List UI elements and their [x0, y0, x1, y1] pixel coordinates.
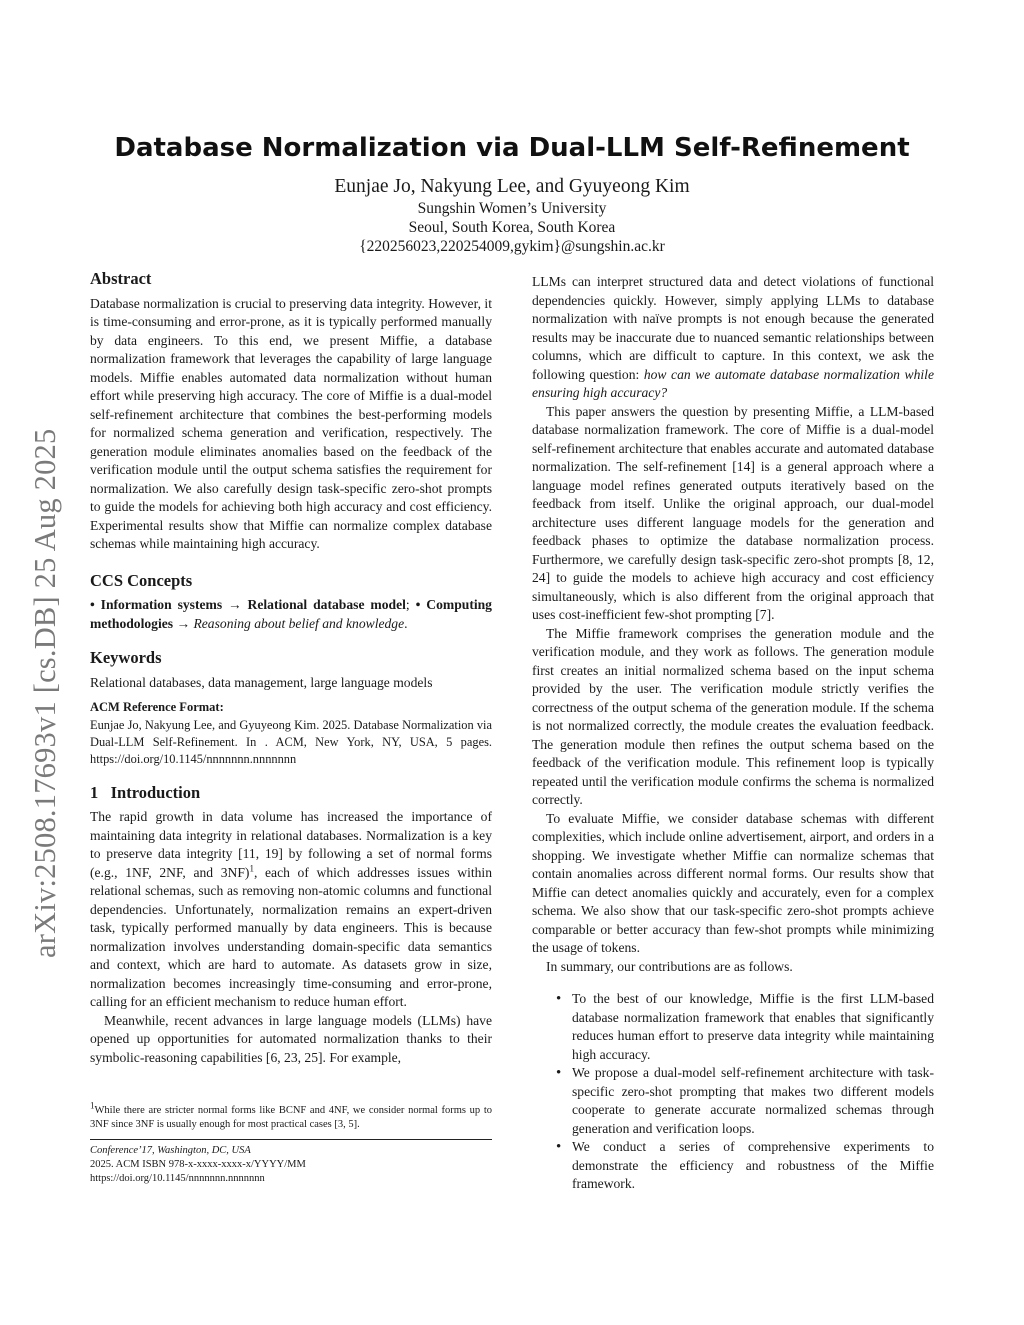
intro-paragraph-1: [90, 808, 492, 1012]
footnote-rule: [90, 1139, 492, 1140]
affiliation: Sungshin Women’s University: [417, 200, 607, 217]
acm-ref-text: Eunjae Jo, Nakyung Lee, and Gyuyeong Kim. 2025. Database Normalization via Dual-LLM Self-Refinement. In . ACM, New York, NY, USA, 5 pages. https://doi.org/10.1145/nnnnnnn.nnnnnnn: [90, 717, 492, 766]
keywords-heading: Keywords: [90, 648, 162, 667]
ccs-concept-1b: Relational database model: [247, 597, 406, 612]
right-paragraph-4: To evaluate Miffie, we consider database schemas with different complexities, which include online advertisement, airport, and orders in a shopping. We investigate whether Miffie can normalize schemas that contain anomalies across different normal forms. Our results show that Miffie can detect anomalies quickly and accurately, even for a complex schema. We also show that our task-specific zero-shot prompts achieve comparable or better accuracy than few-shot prompts while minimizing the usage of tokens.: [532, 810, 934, 955]
research-question: how can we automate database normalization while ensuring high accuracy?: [532, 366, 934, 400]
period: .: [404, 615, 408, 631]
right-column: [532, 273, 934, 1194]
arrow: →: [173, 615, 194, 631]
abstract-heading: Abstract: [90, 269, 152, 288]
doi-line: https://doi.org/10.1145/nnnnnnn.nnnnnnn: [90, 1173, 265, 1184]
email: {220256023,220254009,gykim}@sungshin.ac.kr: [359, 238, 665, 255]
footnote-mark: 1: [90, 1100, 95, 1111]
ccs-concept-1: • Information systems: [90, 597, 223, 612]
ccs-concepts: [90, 596, 492, 633]
footnote: [90, 1100, 492, 1132]
footnote-text: While there are stricter normal forms like BCNF and 4NF, we consider normal forms up to 3NF since 3NF is usually enough for most practical cases [3, 5].: [90, 1105, 492, 1130]
location: Seoul, South Korea, South Korea: [408, 219, 616, 236]
ccs-concept-2: • Computing methodologies: [90, 597, 492, 631]
conference-line: Conference’17, Washington, DC, USA: [90, 1145, 251, 1156]
list-item: • To the best of our knowledge, Miffie is the first LLM-based database normalization framework that enables that significantly reduces human effort to preserve data integrity while maintaining high accuracy.: [556, 990, 934, 1064]
contributions-list: [556, 990, 934, 1194]
footnote-ref: 1: [249, 862, 254, 873]
right-paragraph-2: This paper answers the question by presenting Miffie, a LLM-based database normalization framework. The core of Miffie is a dual-model self-refinement architecture that enables accurate and automated database normalization. The self-refinement [14] is a general approach where a language model refines generated outputs iteratively based on the feedback from itself. Unlike the original approach, our dual-model architecture uses different language models for the generation and feedback phases to optimize the database normalization process. Furthermore, we carefully design task-specific zero-shot prompts [8, 12, 24] to guide the models to achieve high accuracy and cost efficiency simultaneously, which is also different from the original approach that uses cost-inefficient few-shot prompting [7].: [532, 403, 934, 622]
author-list: Eunjae Jo, Nakyung Lee, and Gyuyeong Kim: [334, 176, 690, 197]
separator: ;: [405, 597, 416, 612]
right-p1-text: LLMs can interpret structured data and detect violations of functional dependencies quickly. However, simply applying LLMs to database normalization with naïve prompts is not enough because the generated results may be inaccurate due to nuanced semantic relationships between columns, which are difficult to capture. In this context, we ask the following question:: [532, 274, 934, 382]
intro-p1-part-b: , each of which addresses issues within relational schemas, such as removing non-atomic columns and functional dependencies. Unfortunately, normalization remains an expert-driven task, typically performed manually by data engineers. This is because normalization involves understanding domain-specific data semantics and context, which are hard to automate. As datasets grow in size, normalization becomes increasingly time-consuming and error-prone, calling for an efficient mechanism to reduce human effort.: [90, 864, 492, 1009]
intro-paragraph-2: Meanwhile, recent advances in large language models (LLMs) have opened up opportunities for automated normalization thanks to their symbolic-reasoning capabilities [6, 23, 25]. For example,: [90, 1012, 492, 1065]
keywords-text: Relational databases, data management, large language models: [90, 674, 433, 690]
right-paragraph-1: [532, 273, 934, 403]
intro-heading: 1 Introduction: [90, 782, 201, 802]
list-item: • We propose a dual-model self-refinement architecture with task-specific zero-shot prompting that makes two different models cooperate to generate accurate normalized schemas through generation and verification loops.: [556, 1064, 934, 1138]
ccs-heading: CCS Concepts: [90, 570, 193, 590]
acm-ref-heading: ACM Reference Format:: [90, 700, 224, 714]
left-column: [90, 270, 492, 1067]
ccs-concept-2b: Reasoning about belief and knowledge: [193, 615, 405, 631]
intro-p1-part-a: The rapid growth in data volume has increased the importance of maintaining data integrity in relational databases. Normalization is a key to preserve data integrity [11, 19] by following a set of normal forms (e.g., 1NF, 2NF, and 3NF): [90, 809, 492, 880]
right-paragraph-5: In summary, our contributions are as follows.: [546, 958, 793, 974]
arrow: →: [222, 597, 248, 612]
conference-info: [90, 1144, 492, 1186]
abstract-text: Database normalization is crucial to preserving data integrity. However, it is time-consuming and error-prone, as it is typically performed manually by data engineers. To this end, we present Miffie, a database normalization framework that leverages the capability of large language models. Miffie enables automated data normalization without human effort while preserving high accuracy. The core of Miffie is a dual-model self-refinement architecture that combines the best-performing models for normalized schema generation and verification, respectively. The generation module eliminates anomalies based on the feedback of the verification module until the output schema satisfies the requirement for normalization. We also carefully design task-specific zero-shot prompts to guide the models for achieving both high accuracy and cost efficiency. Experimental results show that Miffie can normalize complex database schemas while maintaining high accuracy.: [90, 295, 492, 551]
list-item: • We conduct a series of comprehensive experiments to demonstrate the efficiency and robustness of the Miffie framework.: [556, 1138, 934, 1194]
paper-title: Database Normalization via Dual-LLM Self-Refinement: [114, 133, 910, 163]
isbn-line: 2025. ACM ISBN 978-x-xxxx-xxxx-x/YYYY/MM: [90, 1159, 306, 1170]
arxiv-stamp: arXiv:2508.17693v1 [cs.DB] 25 Aug 2025: [28, 428, 62, 958]
right-paragraph-3: The Miffie framework comprises the generation module and the verification module, and they work as follows. The generation module first creates an initial normalized schema based on the input schema provided by the user. The verification module strictly verifies the correctness of the output schema of the generation module. If the schema is not normalized correctly, the module creates the evaluation feedback. The generation module then refines the output schema based on the feedback of the verification module. This refinement loop is typically repeated until the verification module confirms the schema is normalized correctly.: [532, 625, 934, 807]
